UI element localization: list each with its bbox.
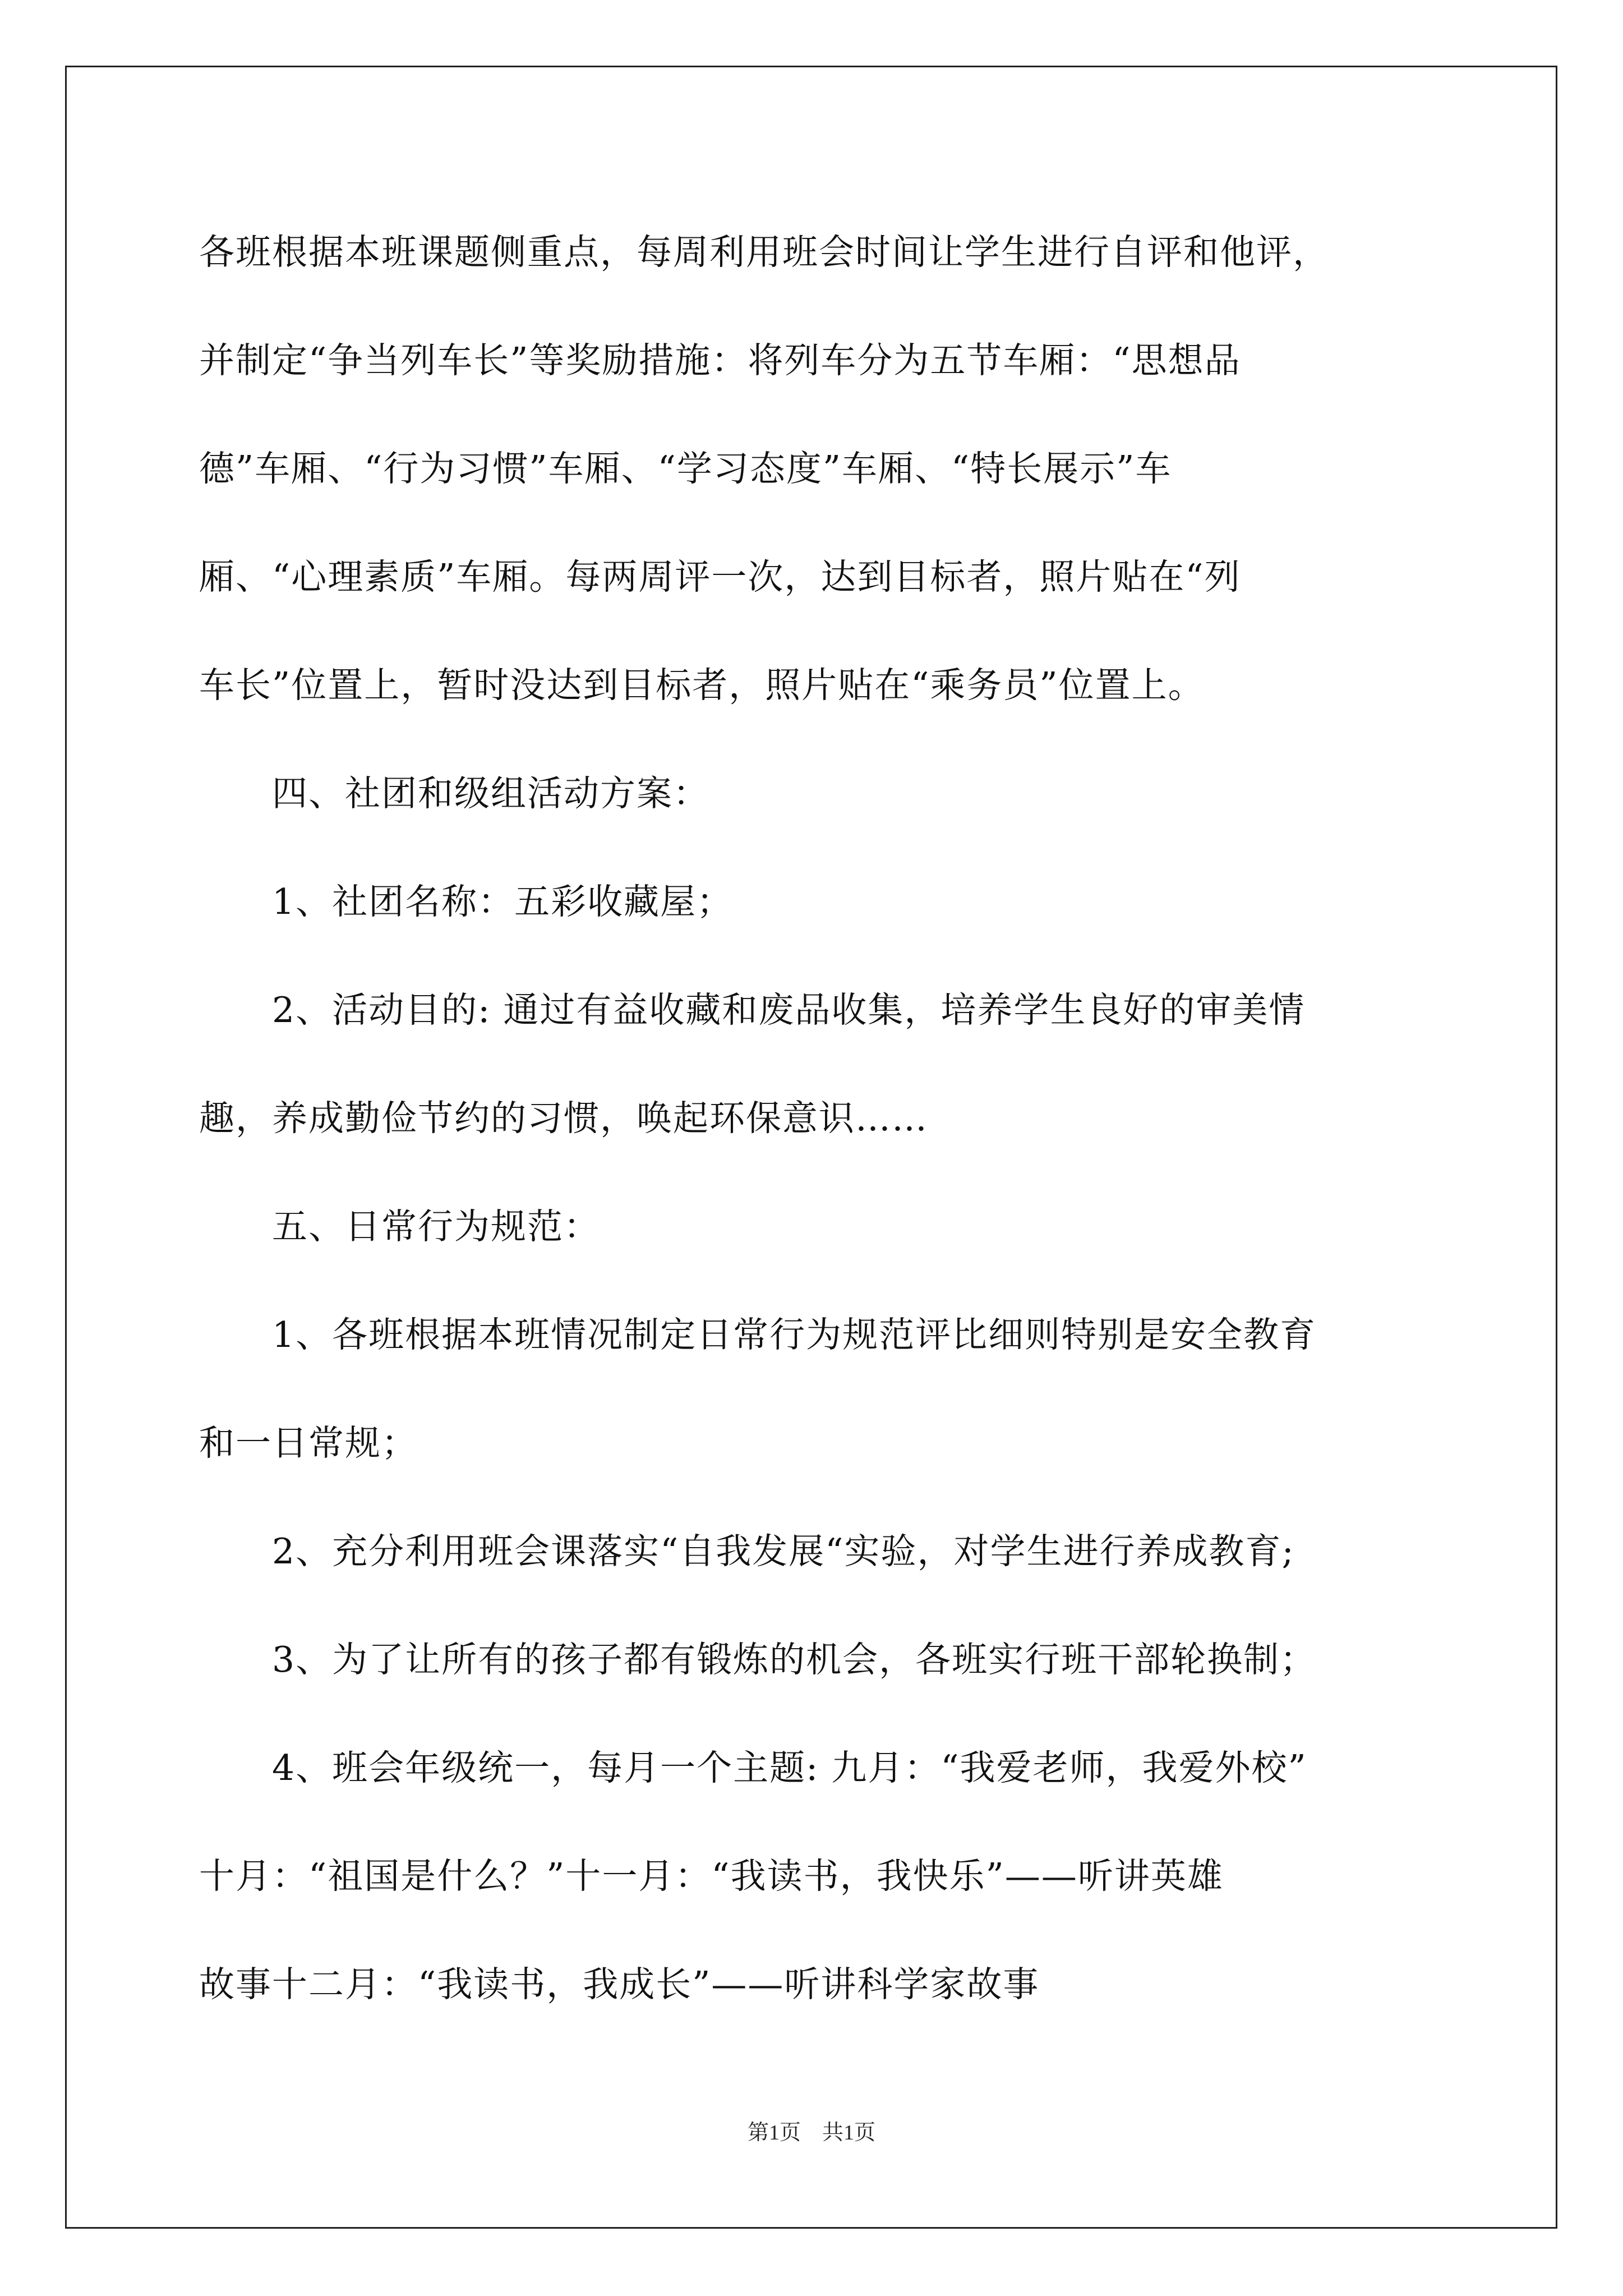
text-line: 1、社团名称：五彩收藏屋； — [199, 881, 734, 922]
text-line: 并制定“争当列车长”等奖励措施：将列车分为五节车厢：“思想品 — [199, 340, 1241, 381]
text-line: 3、为了让所有的孩子都有锻炼的机会，各班实行班干部轮换制； — [199, 1639, 1317, 1680]
text-line: 1、各班根据本班情况制定日常行为规范评比细则特别是安全教育 — [199, 1314, 1317, 1355]
text-line: 2、活动目的: 通过有益收藏和废品收集，培养学生良好的审美情 — [199, 990, 1306, 1030]
text-line: 德”车厢、“行为习惯”车厢、“学习态度”车厢、“特长展示”车 — [199, 448, 1172, 489]
text-line: 4、班会年级统一，每月一个主题: 九月：“我爱老师，我爱外校” — [199, 1747, 1307, 1788]
text-line: 故事十二月：“我读书，我成长”——听讲科学家故事 — [199, 1964, 1040, 2005]
text-line: 2、充分利用班会课落实“自我发展“实验，对学生进行养成教育; — [199, 1531, 1295, 1572]
text-line: 趣，养成勤俭节约的习惯，唤起环保意识…… — [199, 1098, 928, 1139]
text-line: 各班根据本班课题侧重点，每周利用班会时间让学生进行自评和他评， — [199, 232, 1329, 273]
section-heading: 五、日常行为规范： — [199, 1206, 600, 1247]
text-line: 和一日常规； — [199, 1423, 418, 1464]
text-line: 车长”位置上，暂时没达到目标者，照片贴在“乘务员”位置上。 — [199, 665, 1205, 706]
text-line: 十月：“祖国是什么？”十一月：“我读书，我快乐”——听讲英雄 — [199, 1856, 1224, 1897]
text-line: 厢、“心理素质”车厢。每两周评一次，达到目标者，照片贴在“列 — [199, 556, 1241, 597]
page-border — [65, 66, 1557, 2229]
page-footer: 第1页 共1页 — [747, 2121, 875, 2145]
section-heading: 四、社团和级组活动方案： — [199, 773, 709, 814]
